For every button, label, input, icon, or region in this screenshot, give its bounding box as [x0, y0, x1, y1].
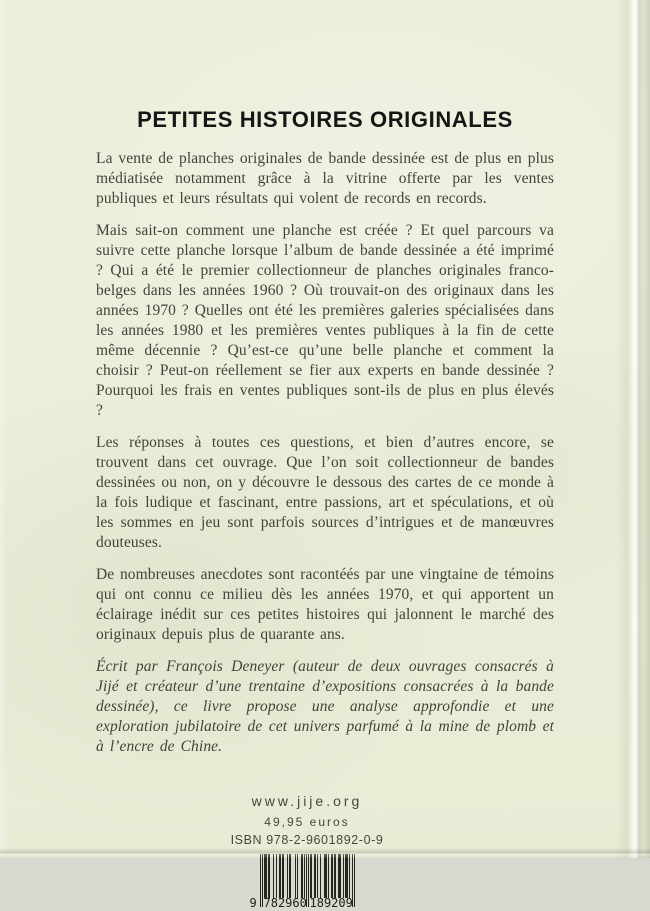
- paragraph-anecdotes: De nombreuses anecdotes sont racontéés par une vingtaine de témoins qui ont connu ce milieu dès les années 1970, et qui apportent un éclairage inédit sur ces petites histoires qui jalonnent le marché des originaux depuis plus de quarante ans.: [96, 566, 554, 644]
- paragraph-answers: Les réponses à toutes ces questions, et bien d’autres encore, se trouvent dans cet ouvrage. Que l’on soit collectionneur de bandes dessinées ou non, on y découvre le dessous des cartes de ce monde à la fois ludique et fascinant, entre passions, art et spéculations, et où les sommes en jeu sont parfois sources d’intrigues et de manœuvres douteuses.: [96, 434, 554, 552]
- isbn-label: ISBN 978-2-9601892-0-9: [230, 833, 384, 848]
- website-url: www.jije.org: [251, 793, 363, 810]
- price-label: 49,95 euros: [264, 815, 350, 830]
- barcode-digit-group-left: 782960: [263, 896, 307, 911]
- paragraph-author-note: Écrit par François Deneyer (auteur de deux ouvrages consacrés à Jijé et créateur d’une trentaine d’expositions consacrées à la bande dessinée), ce livre propose une analyse approfondie et une exploration jubilatoire de cet univers parfumé à la mine de plomb et à l’encre de Chine.: [96, 658, 554, 756]
- barcode: [249, 854, 355, 911]
- barcode-digit-group-right: 189209: [309, 896, 353, 911]
- footer-block: [78, 793, 536, 911]
- page-title: PETITES HISTOIRES ORIGINALES: [137, 107, 513, 132]
- barcode-digits: [249, 896, 355, 911]
- barcode-digit-leading: 9: [249, 896, 257, 911]
- paragraph-lead: La vente de planches originales de bande dessinée est de plus en plus médiatisée notamment grâce à la vitrine offerte par les ventes publiques et leurs résultats qui volent de records en records.: [96, 150, 554, 208]
- paragraph-questions: Mais sait-on comment une planche est créée ? Et quel parcours va suivre cette planche lorsque l’album de bande dessinée a été imprimé ? Qui a été le premier collectionneur de planches originales franco-belges dans les années 1960 ? Où trouvait-on des originaux dans les années 1970 ? Quelles ont été les premières galeries spécialisées dans les années 1980 et les premières ventes publiques à la fin de cette même décennie ? Qu’est-ce qu’une belle planche et comment la choisir ? Peut-on réellement se fier aux experts en bande dessinée ? Pourquoi les frais en ventes publiques sont-ils de plus en plus élevés ?: [96, 222, 554, 420]
